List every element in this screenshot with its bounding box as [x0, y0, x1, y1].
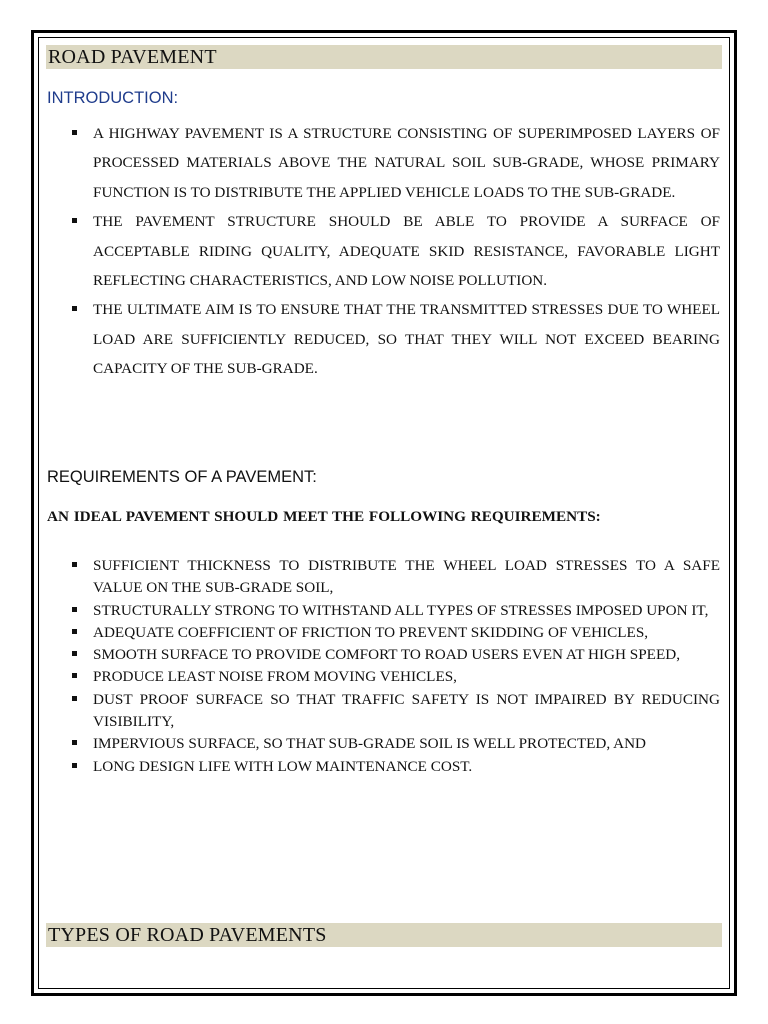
list-item: ADEQUATE COEFFICIENT OF FRICTION TO PREVENT SKIDDING OF VEHICLES, [47, 622, 720, 644]
bullet-square-icon [72, 629, 77, 634]
requirements-heading: REQUIREMENTS OF A PAVEMENT: [47, 468, 317, 486]
list-item: LONG DESIGN LIFE WITH LOW MAINTENANCE COST. [47, 756, 720, 778]
introduction-list [47, 119, 720, 384]
bullet-square-icon [72, 562, 77, 567]
bullet-square-icon [72, 306, 77, 311]
section-title-types: TYPES OF ROAD PAVEMENTS [46, 923, 722, 947]
list-item: IMPERVIOUS SURFACE, SO THAT SUB-GRADE SOIL IS WELL PROTECTED, AND [47, 733, 720, 755]
bullet-square-icon [72, 740, 77, 745]
list-item: DUST PROOF SURFACE SO THAT TRAFFIC SAFETY IS NOT IMPAIRED BY REDUCING VISIBILITY, [47, 689, 720, 734]
section-title-road-pavement: ROAD PAVEMENT [46, 45, 722, 69]
bullet-square-icon [72, 607, 77, 612]
bullet-square-icon [72, 673, 77, 678]
introduction-heading: INTRODUCTION: [47, 89, 179, 107]
bullet-square-icon [72, 651, 77, 656]
bullet-square-icon [72, 218, 77, 223]
list-item: A HIGHWAY PAVEMENT IS A STRUCTURE CONSISTING OF SUPERIMPOSED LAYERS OF PROCESSED MATERIALS ABOVE THE NATURAL SOIL SUB-GRADE, WHOSE PRIMARY FUNCTION IS TO DISTRIBUTE THE APPLIED VEHICLE LOADS TO THE SUB-GRADE. [47, 119, 720, 207]
list-item: SMOOTH SURFACE TO PROVIDE COMFORT TO ROAD USERS EVEN AT HIGH SPEED, [47, 644, 720, 666]
list-item: THE ULTIMATE AIM IS TO ENSURE THAT THE TRANSMITTED STRESSES DUE TO WHEEL LOAD ARE SUFFICIENTLY REDUCED, SO THAT THEY WILL NOT EXCEED BEARING CAPACITY OF THE SUB-GRADE. [47, 295, 720, 383]
requirements-list [47, 555, 720, 778]
list-item: SUFFICIENT THICKNESS TO DISTRIBUTE THE WHEEL LOAD STRESSES TO A SAFE VALUE ON THE SUB-GRADE SOIL, [47, 555, 720, 600]
list-item: PRODUCE LEAST NOISE FROM MOVING VEHICLES, [47, 666, 720, 688]
list-item: THE PAVEMENT STRUCTURE SHOULD BE ABLE TO PROVIDE A SURFACE OF ACCEPTABLE RIDING QUALITY, ADEQUATE SKID RESISTANCE, FAVORABLE LIGHT REFLECTING CHARACTERISTICS, AND LOW NOISE POLLUTION. [47, 207, 720, 295]
bullet-square-icon [72, 763, 77, 768]
requirements-intro: AN IDEAL PAVEMENT SHOULD MEET THE FOLLOWING REQUIREMENTS: [47, 508, 601, 525]
bullet-square-icon [72, 130, 77, 135]
list-item: STRUCTURALLY STRONG TO WITHSTAND ALL TYPES OF STRESSES IMPOSED UPON IT, [47, 600, 720, 622]
bullet-square-icon [72, 696, 77, 701]
